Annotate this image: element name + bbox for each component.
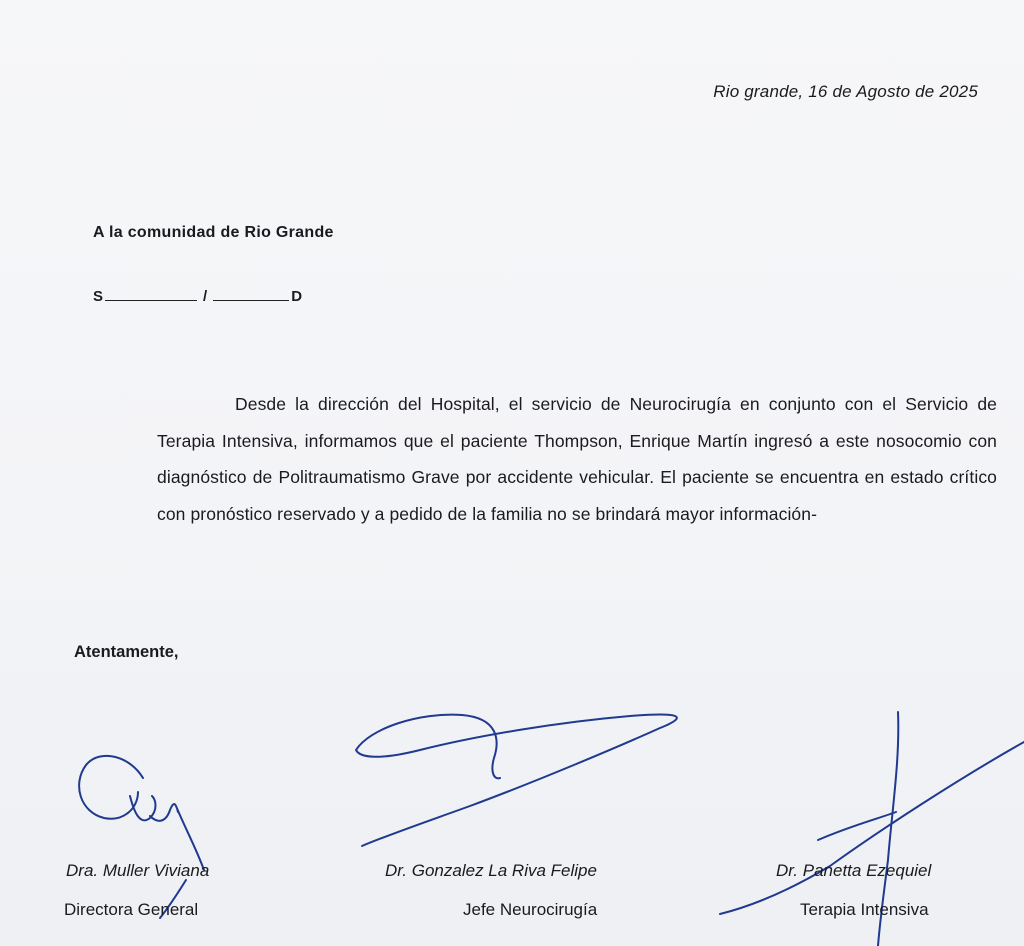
letter-body: Desde la dirección del Hospital, el servicio de Neurocirugía en conjunto con el Servicio de Terapia Intensiva, informamos que el paciente Thompson, Enrique Martín ingresó a este nosocomio con diagnóstico de Politraumatismo Grave por accidente vehicular. El paciente se encuentra en estado crítico con pronóstico reservado y a pedido de la familia no se brindará mayor información-: [157, 394, 997, 524]
letter-date: Rio grande, 16 de Agosto de 2025: [713, 82, 978, 101]
salutation-start: S: [93, 288, 104, 305]
signatory-2-name: Dr. Gonzalez La Riva Felipe: [385, 861, 597, 880]
signature-muller: [79, 756, 204, 918]
signatory-3-name: Dr. Panetta Ezequiel: [776, 861, 932, 880]
signatory-3-title: Terapia Intensiva: [800, 900, 929, 919]
signature-gonzalez: [356, 715, 677, 847]
salutation-blank-2: [213, 286, 289, 301]
signatory-1-name: Dra. Muller Viviana: [66, 861, 210, 880]
signatory-1-title: Directora General: [64, 900, 199, 919]
signatory-2-title: Jefe Neurocirugía: [463, 900, 598, 919]
salutation-end: D: [291, 288, 303, 305]
letter-recipient: A la comunidad de Rio Grande: [93, 224, 334, 241]
letter-closing: Atentamente,: [74, 643, 179, 661]
salutation-blank-1: [105, 286, 197, 301]
salutation-line: [93, 286, 302, 305]
salutation-separator: /: [203, 288, 208, 305]
